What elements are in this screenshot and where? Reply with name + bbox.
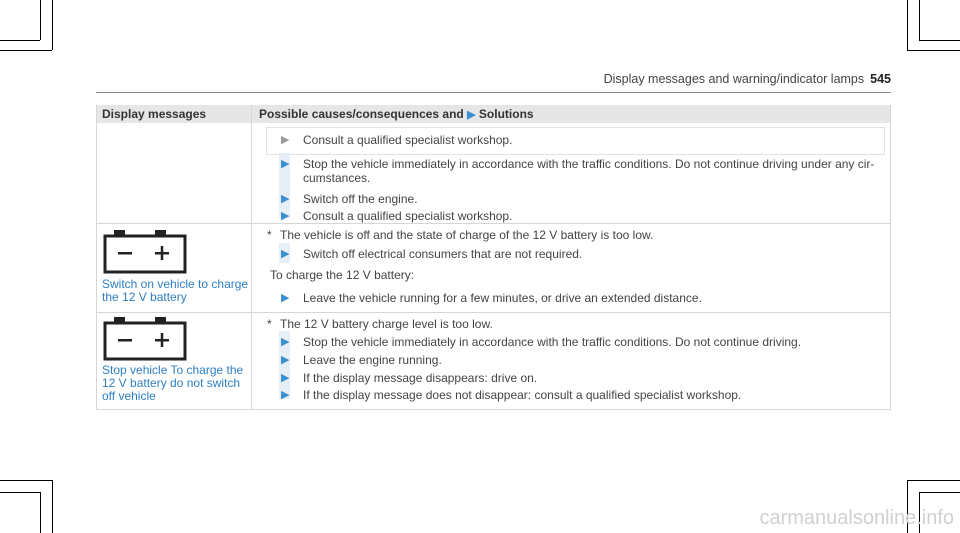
play-arrow-icon: ▶	[281, 389, 290, 401]
table-header	[96, 105, 891, 123]
crop-mark	[0, 480, 52, 481]
table-border-right	[890, 105, 891, 410]
crop-mark	[907, 480, 960, 481]
crop-mark	[0, 50, 52, 51]
running-header	[96, 72, 891, 90]
play-arrow-icon: ▶	[281, 158, 290, 170]
crop-mark	[919, 0, 920, 40]
crop-mark	[907, 0, 908, 50]
crop-mark	[919, 492, 960, 493]
play-arrow-icon: ▶	[281, 210, 290, 222]
header-rule	[96, 92, 891, 93]
crop-mark	[0, 40, 40, 41]
row-divider	[96, 312, 891, 313]
display-message-caption: Switch on vehicle to charge the 12 V battery	[102, 277, 249, 304]
col-causes-header: Possible causes/consequences and ▶ Solutions	[259, 107, 534, 121]
crop-mark	[919, 40, 960, 41]
table-border-bottom	[96, 409, 891, 410]
play-arrow-icon: ▶	[467, 109, 476, 121]
crop-mark	[52, 0, 53, 50]
crop-mark	[40, 492, 41, 533]
play-arrow-icon: ▶	[281, 292, 290, 304]
play-arrow-icon: ▶	[281, 134, 290, 146]
col-display-messages-header: Display messages	[102, 107, 207, 121]
header-title: Display messages and warning/indicator lamps	[603, 72, 865, 86]
play-arrow-icon: ▶	[281, 248, 290, 260]
crop-mark	[40, 0, 41, 40]
display-message-caption: Stop vehicle To charge the 12 V battery do not switch off vehicle	[102, 363, 244, 403]
crop-mark	[52, 480, 53, 533]
display-messages-table: Display messages Possible causes/consequences and ▶ Solutions ▶ Consult a qualified specialist workshop. ▶ Stop the vehicle immediately in accordance with the traffic conditions. Do not continue driving under any cir- cumstances. ▶ Switch off the engine. ▶ Consult a qualified specialist workshop. Switch on vehicle to charge the 12 V battery * The vehicle is off and the state of charge of the 12 V battery is too low. ▶ Switch off electrical consumers that are not required. To charge the 12 V battery: ▶ Leave the vehicle running for a few minutes, or drive an extended distance. Stop vehicle To charge the 12 V battery do not switch off vehicle * The 12 V battery charge level is too low. ▶ Stop the vehicle immediately in accordance with the traffic conditions. Do not continue driving. ▶ Leave the engine running. ▶ If the display message disappears: drive on. ▶ If the display message does not disappear: consult a qualified specialist workshop.	[96, 105, 891, 410]
battery-icon	[103, 317, 189, 361]
table-border-left	[96, 105, 97, 410]
crop-mark	[0, 492, 40, 493]
battery-icon	[103, 230, 189, 274]
page-number: 545	[870, 72, 891, 86]
play-arrow-icon: ▶	[281, 372, 290, 384]
play-arrow-icon: ▶	[281, 354, 290, 366]
watermark: carmanualsonline.info	[759, 507, 954, 529]
play-arrow-icon: ▶	[281, 193, 290, 205]
play-arrow-icon: ▶	[281, 336, 290, 348]
crop-mark	[907, 50, 960, 51]
row-divider	[96, 223, 891, 224]
